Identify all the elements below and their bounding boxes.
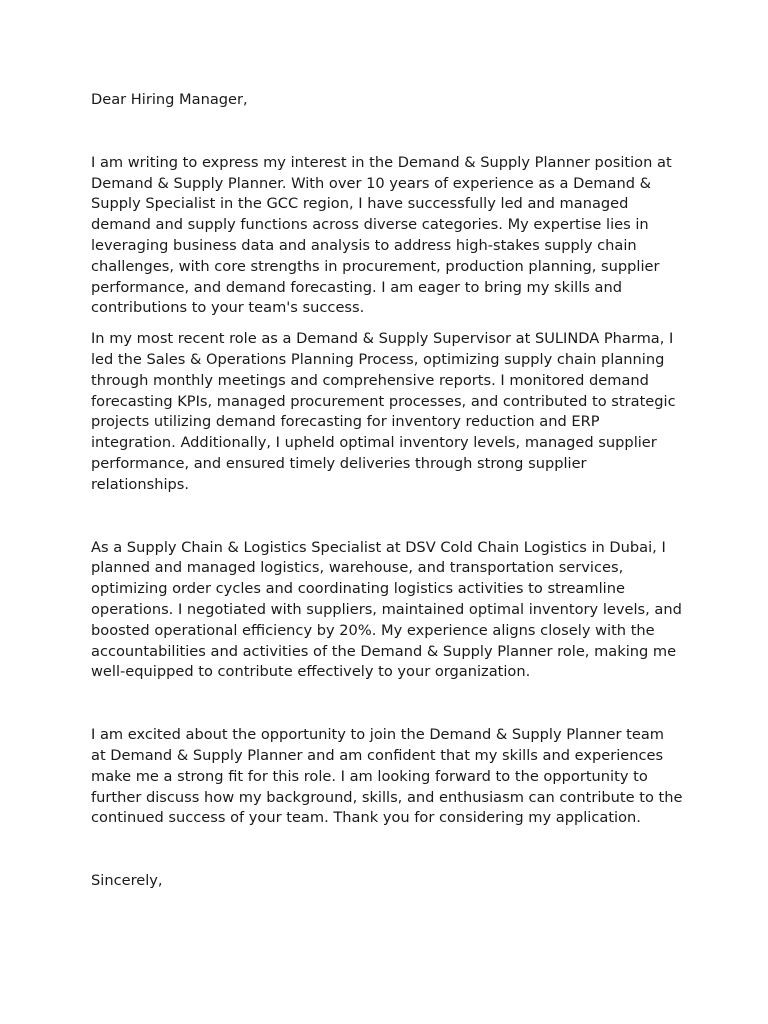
closing: Sincerely, bbox=[91, 872, 163, 890]
body-paragraph-2: In my most recent role as a Demand & Supply Supervisor at SULINDA Pharma, I led the Sales & Operations Planning Process, optimizing supply chain planning through monthly meetings and comprehensive reports. I monitored demand forecasting KPIs, managed procurement processes, and contributed to strategic projects utilizing demand forecasting for inventory reduction and ERP integration. Additionally, I upheld optimal inventory levels, managed supplier performance, and ensured timely deliveries through strong supplier relationships. bbox=[91, 330, 676, 493]
body-paragraph-3: As a Supply Chain & Logistics Specialist at DSV Cold Chain Logistics in Dubai, I planned and managed logistics, warehouse, and transportation services, optimizing order cycles and coordinating logistics activities to streamline operations. I negotiated with suppliers, maintained optimal inventory levels, and boosted operational efficiency by 20%. My experience aligns closely with the accountabilities and activities of the Demand & Supply Planner role, making me well-equipped to contribute effectively to your organization. bbox=[91, 538, 682, 681]
body-paragraph-1: I am writing to express my interest in the Demand & Supply Planner position at Demand & Supply Planner. With over 10 years of experience as a Demand & Supply Specialist in the GCC region, I have successfully led and managed demand and supply functions across diverse categories. My expertise lies in leveraging business data and analysis to address high-stakes supply chain challenges, with core strengths in procurement, production planning, supplier performance, and demand forecasting. I am eager to bring my skills and contributions to your team's success. bbox=[91, 153, 672, 317]
salutation: Dear Hiring Manager, bbox=[91, 91, 248, 108]
body-paragraph-4: I am excited about the opportunity to join the Demand & Supply Planner team at Demand & Supply Planner and am confident that my skills and experiences make me a strong fit for this role. I am looking forward to the opportunity to further discuss how my background, skills, and enthusiasm can contribute to the continued success of your team. Thank you for considering my application. bbox=[91, 726, 683, 827]
cover-letter bbox=[91, 90, 683, 892]
